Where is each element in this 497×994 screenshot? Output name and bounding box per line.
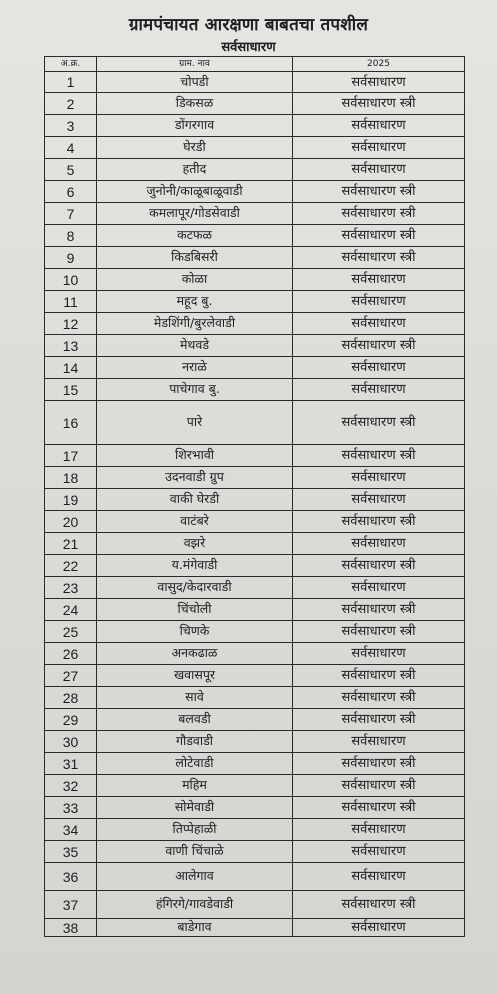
village-name-cell: महिम (97, 775, 293, 797)
serial-no-cell: 23 (45, 577, 97, 599)
reservation-status-cell: सर्वसाधारण स्त्री (293, 709, 465, 731)
village-name-cell: वाणी चिंचाळे (97, 841, 293, 863)
reservation-status-cell: सर्वसाधारण स्त्री (293, 247, 465, 269)
table-row (45, 203, 465, 225)
serial-no-cell: 29 (45, 709, 97, 731)
reservation-status-cell: सर्वसाधारण (293, 643, 465, 665)
serial-no-cell: 32 (45, 775, 97, 797)
table-row (45, 93, 465, 115)
village-name-cell: कटफळ (97, 225, 293, 247)
village-name-cell: वझरे (97, 533, 293, 555)
serial-no-cell: 37 (45, 891, 97, 919)
table-row (45, 115, 465, 137)
serial-no-cell: 7 (45, 203, 97, 225)
serial-no-cell: 14 (45, 357, 97, 379)
village-name-cell: कमलापूर/गोडसेवाडी (97, 203, 293, 225)
reservation-status-cell: सर्वसाधारण स्त्री (293, 753, 465, 775)
village-name-cell: सोमेवाडी (97, 797, 293, 819)
table-row (45, 891, 465, 919)
village-name-cell: चिंचोली (97, 599, 293, 621)
reservation-status-cell: सर्वसाधारण (293, 489, 465, 511)
village-name-cell: गौडवाडी (97, 731, 293, 753)
village-name-cell: उदनवाडी ग्रुप (97, 467, 293, 489)
reservation-status-cell: सर्वसाधारण (293, 533, 465, 555)
table-body (45, 72, 465, 937)
reservation-status-cell: सर्वसाधारण स्त्री (293, 181, 465, 203)
serial-no-cell: 1 (45, 72, 97, 93)
village-name-cell: वाटंबरे (97, 511, 293, 533)
table-row (45, 919, 465, 937)
village-name-cell: हतीद (97, 159, 293, 181)
reservation-status-cell: सर्वसाधारण (293, 357, 465, 379)
table-row (45, 379, 465, 401)
serial-no-cell: 20 (45, 511, 97, 533)
table-row (45, 181, 465, 203)
village-name-cell: महूद बु. (97, 291, 293, 313)
serial-no-cell: 11 (45, 291, 97, 313)
serial-no-cell: 9 (45, 247, 97, 269)
village-name-cell: तिप्पेहाळी (97, 819, 293, 841)
reservation-status-cell: सर्वसाधारण स्त्री (293, 599, 465, 621)
table-row (45, 511, 465, 533)
village-name-cell: घेरडी (97, 137, 293, 159)
village-name-cell: अनकढाळ (97, 643, 293, 665)
table-row (45, 335, 465, 357)
table-row (45, 159, 465, 181)
serial-no-cell: 28 (45, 687, 97, 709)
reservation-status-cell: सर्वसाधारण स्त्री (293, 445, 465, 467)
reservation-status-cell: सर्वसाधारण (293, 269, 465, 291)
serial-no-cell: 4 (45, 137, 97, 159)
serial-no-cell: 31 (45, 753, 97, 775)
reservation-status-cell: सर्वसाधारण (293, 115, 465, 137)
table-row (45, 269, 465, 291)
reservation-status-cell: सर्वसाधारण (293, 467, 465, 489)
reservation-status-cell: सर्वसाधारण (293, 863, 465, 891)
header-serial-no: अ.क्र. (45, 57, 97, 72)
serial-no-cell: 35 (45, 841, 97, 863)
village-name-cell: वाकी घेरडी (97, 489, 293, 511)
table-row (45, 753, 465, 775)
village-name-cell: हंगिरगे/गावडेवाडी (97, 891, 293, 919)
serial-no-cell: 24 (45, 599, 97, 621)
table-row (45, 401, 465, 445)
serial-no-cell: 27 (45, 665, 97, 687)
reservation-status-cell: सर्वसाधारण स्त्री (293, 335, 465, 357)
serial-no-cell: 2 (45, 93, 97, 115)
village-name-cell: लोटेवाडी (97, 753, 293, 775)
reservation-status-cell: सर्वसाधारण (293, 379, 465, 401)
table-row (45, 775, 465, 797)
reservation-status-cell: सर्वसाधारण स्त्री (293, 665, 465, 687)
table-header-row (45, 57, 465, 72)
reservation-status-cell: सर्वसाधारण (293, 137, 465, 159)
table-row (45, 72, 465, 93)
village-name-cell: कोळा (97, 269, 293, 291)
serial-no-cell: 19 (45, 489, 97, 511)
table-row (45, 225, 465, 247)
reservation-status-cell: सर्वसाधारण (293, 291, 465, 313)
village-name-cell: वासुद/केदारवाडी (97, 577, 293, 599)
table-row (45, 643, 465, 665)
table-row (45, 797, 465, 819)
table-row (45, 687, 465, 709)
reservation-status-cell: सर्वसाधारण (293, 159, 465, 181)
table-row (45, 137, 465, 159)
table-row (45, 445, 465, 467)
serial-no-cell: 17 (45, 445, 97, 467)
village-name-cell: आलेगाव (97, 863, 293, 891)
village-name-cell: डोंगरगाव (97, 115, 293, 137)
table-row (45, 555, 465, 577)
table-row (45, 313, 465, 335)
reservation-status-cell: सर्वसाधारण स्त्री (293, 203, 465, 225)
reservation-status-cell: सर्वसाधारण (293, 313, 465, 335)
serial-no-cell: 6 (45, 181, 97, 203)
serial-no-cell: 5 (45, 159, 97, 181)
village-name-cell: चोपडी (97, 72, 293, 93)
reservation-status-cell: सर्वसाधारण स्त्री (293, 687, 465, 709)
document-title: ग्रामपंचायत आरक्षणा बाबतचा तपशील (128, 15, 369, 35)
reservation-table (44, 56, 465, 937)
header-village-name: ग्राम. नाव (97, 57, 293, 72)
serial-no-cell: 16 (45, 401, 97, 445)
reservation-status-cell: सर्वसाधारण (293, 577, 465, 599)
reservation-status-cell: सर्वसाधारण स्त्री (293, 93, 465, 115)
serial-no-cell: 25 (45, 621, 97, 643)
header-year: 2025 (293, 57, 465, 72)
table-row (45, 357, 465, 379)
reservation-status-cell: सर्वसाधारण स्त्री (293, 511, 465, 533)
table-row (45, 819, 465, 841)
serial-no-cell: 18 (45, 467, 97, 489)
table-row (45, 665, 465, 687)
village-name-cell: पाचेगाव बु. (97, 379, 293, 401)
reservation-status-cell: सर्वसाधारण (293, 819, 465, 841)
table-row (45, 467, 465, 489)
village-name-cell: मेडशिंगी/बुरलेवाडी (97, 313, 293, 335)
village-name-cell: बाडेगाव (97, 919, 293, 937)
village-name-cell: शिरभावी (97, 445, 293, 467)
village-name-cell: डिकसळ (97, 93, 293, 115)
serial-no-cell: 38 (45, 919, 97, 937)
reservation-status-cell: सर्वसाधारण (293, 919, 465, 937)
table-row (45, 489, 465, 511)
document-subtitle: सर्वसाधारण (221, 40, 276, 55)
table-row (45, 599, 465, 621)
serial-no-cell: 13 (45, 335, 97, 357)
village-name-cell: सावे (97, 687, 293, 709)
table-row (45, 533, 465, 555)
serial-no-cell: 8 (45, 225, 97, 247)
table-row (45, 863, 465, 891)
village-name-cell: खवासपूर (97, 665, 293, 687)
table-row (45, 247, 465, 269)
village-name-cell: य.मंगेवाडी (97, 555, 293, 577)
village-name-cell: नराळे (97, 357, 293, 379)
table-row (45, 291, 465, 313)
serial-no-cell: 3 (45, 115, 97, 137)
reservation-status-cell: सर्वसाधारण (293, 72, 465, 93)
table-row (45, 731, 465, 753)
serial-no-cell: 22 (45, 555, 97, 577)
reservation-status-cell: सर्वसाधारण स्त्री (293, 555, 465, 577)
reservation-status-cell: सर्वसाधारण स्त्री (293, 775, 465, 797)
reservation-status-cell: सर्वसाधारण स्त्री (293, 225, 465, 247)
reservation-status-cell: सर्वसाधारण स्त्री (293, 621, 465, 643)
village-name-cell: बलवडी (97, 709, 293, 731)
serial-no-cell: 10 (45, 269, 97, 291)
serial-no-cell: 34 (45, 819, 97, 841)
table-row (45, 841, 465, 863)
serial-no-cell: 21 (45, 533, 97, 555)
serial-no-cell: 36 (45, 863, 97, 891)
table-row (45, 577, 465, 599)
table-row (45, 621, 465, 643)
serial-no-cell: 26 (45, 643, 97, 665)
reservation-status-cell: सर्वसाधारण स्त्री (293, 797, 465, 819)
serial-no-cell: 12 (45, 313, 97, 335)
village-name-cell: चिणके (97, 621, 293, 643)
village-name-cell: जुनोनी/काळूबाळूवाडी (97, 181, 293, 203)
table-row (45, 709, 465, 731)
serial-no-cell: 15 (45, 379, 97, 401)
serial-no-cell: 30 (45, 731, 97, 753)
village-name-cell: मेथवडे (97, 335, 293, 357)
reservation-status-cell: सर्वसाधारण (293, 841, 465, 863)
reservation-status-cell: सर्वसाधारण स्त्री (293, 891, 465, 919)
village-name-cell: पारे (97, 401, 293, 445)
reservation-status-cell: सर्वसाधारण स्त्री (293, 401, 465, 445)
village-name-cell: किडबिसरी (97, 247, 293, 269)
reservation-status-cell: सर्वसाधारण (293, 731, 465, 753)
serial-no-cell: 33 (45, 797, 97, 819)
